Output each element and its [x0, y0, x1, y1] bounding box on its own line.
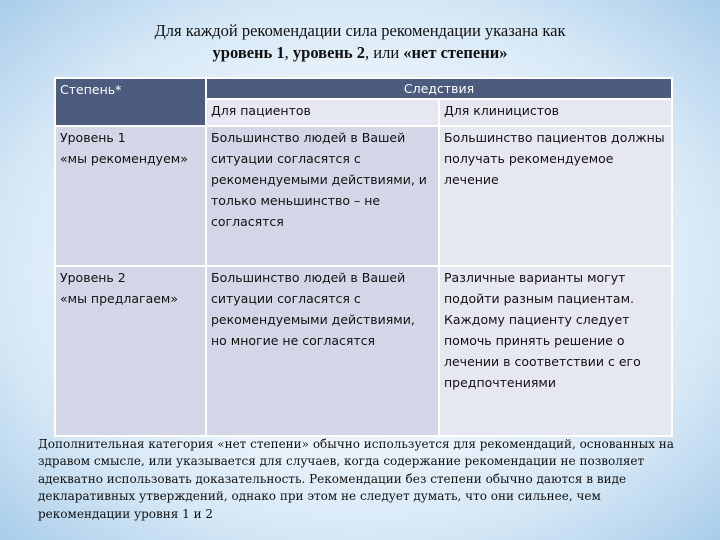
subheader-patients-label: Для пациентов: [211, 103, 311, 118]
row-2-level: Уровень 2: [60, 270, 126, 285]
row-2-degree: [55, 266, 206, 436]
title-line-2: [60, 42, 660, 64]
title-line-1: Для каждой рекомендации сила рекомендации указана как: [154, 21, 566, 40]
row-1-patients-text: Большинство людей в Вашей ситуации согласятся с рекомендуемыми действиями, и только меньшинство – не согласятся: [211, 130, 427, 229]
title-sep-2: , или: [365, 43, 404, 62]
title-level-1: уровень 1: [212, 43, 285, 62]
row-1-patients: [206, 126, 439, 266]
footnote: Дополнительная категория «нет степени» обычно используется для рекомендаций, основанных на здравом смысле, или указывается для случаев, когда содержание рекомендации не позволяет адекватно использовать доказательность. Рекомендации без степени обычно даются в виде декларативных утверждений, однако при этом не следует думать, что они сильнее, чем рекомендации уровня 1 и 2: [38, 437, 674, 521]
subheader-clinicians-label: Для клиницистов: [444, 103, 560, 118]
title-sep-1: ,: [284, 43, 293, 62]
row-1-clinicians-text: Большинство пациентов должны получать рекомендуемое лечение: [444, 130, 665, 187]
row-2-clinicians-text: Различные варианты могут подойти разным пациентам. Каждому пациенту следует помочь принять решение о лечении в соответствии с его предпочтениями: [444, 270, 641, 390]
header-degree: [55, 78, 206, 126]
table-row: [55, 126, 672, 266]
header-consequences: [206, 78, 672, 99]
title-no-degree: «нет степени»: [403, 43, 508, 62]
slide-title: [60, 20, 660, 64]
subheader-clinicians: [439, 99, 672, 126]
row-1-degree: [55, 126, 206, 266]
row-2-patients: [206, 266, 439, 436]
row-2-phrase: «мы предлагаем»: [60, 291, 179, 306]
row-2-patients-text: Большинство людей в Вашей ситуации согласятся с рекомендуемыми действиями, но многие не согласятся: [211, 270, 415, 348]
row-1-clinicians: [439, 126, 672, 266]
subheader-patients: [206, 99, 439, 126]
recommendation-table: [54, 77, 673, 437]
title-level-2: уровень 2: [292, 43, 366, 62]
table-row: [55, 266, 672, 436]
row-1-level: Уровень 1: [60, 130, 126, 145]
header-degree-label: Степень*: [60, 82, 122, 97]
header-row: [55, 78, 672, 99]
header-consequences-label: Следствия: [403, 81, 475, 96]
row-1-phrase: «мы рекомендуем»: [60, 151, 188, 166]
row-2-clinicians: [439, 266, 672, 436]
